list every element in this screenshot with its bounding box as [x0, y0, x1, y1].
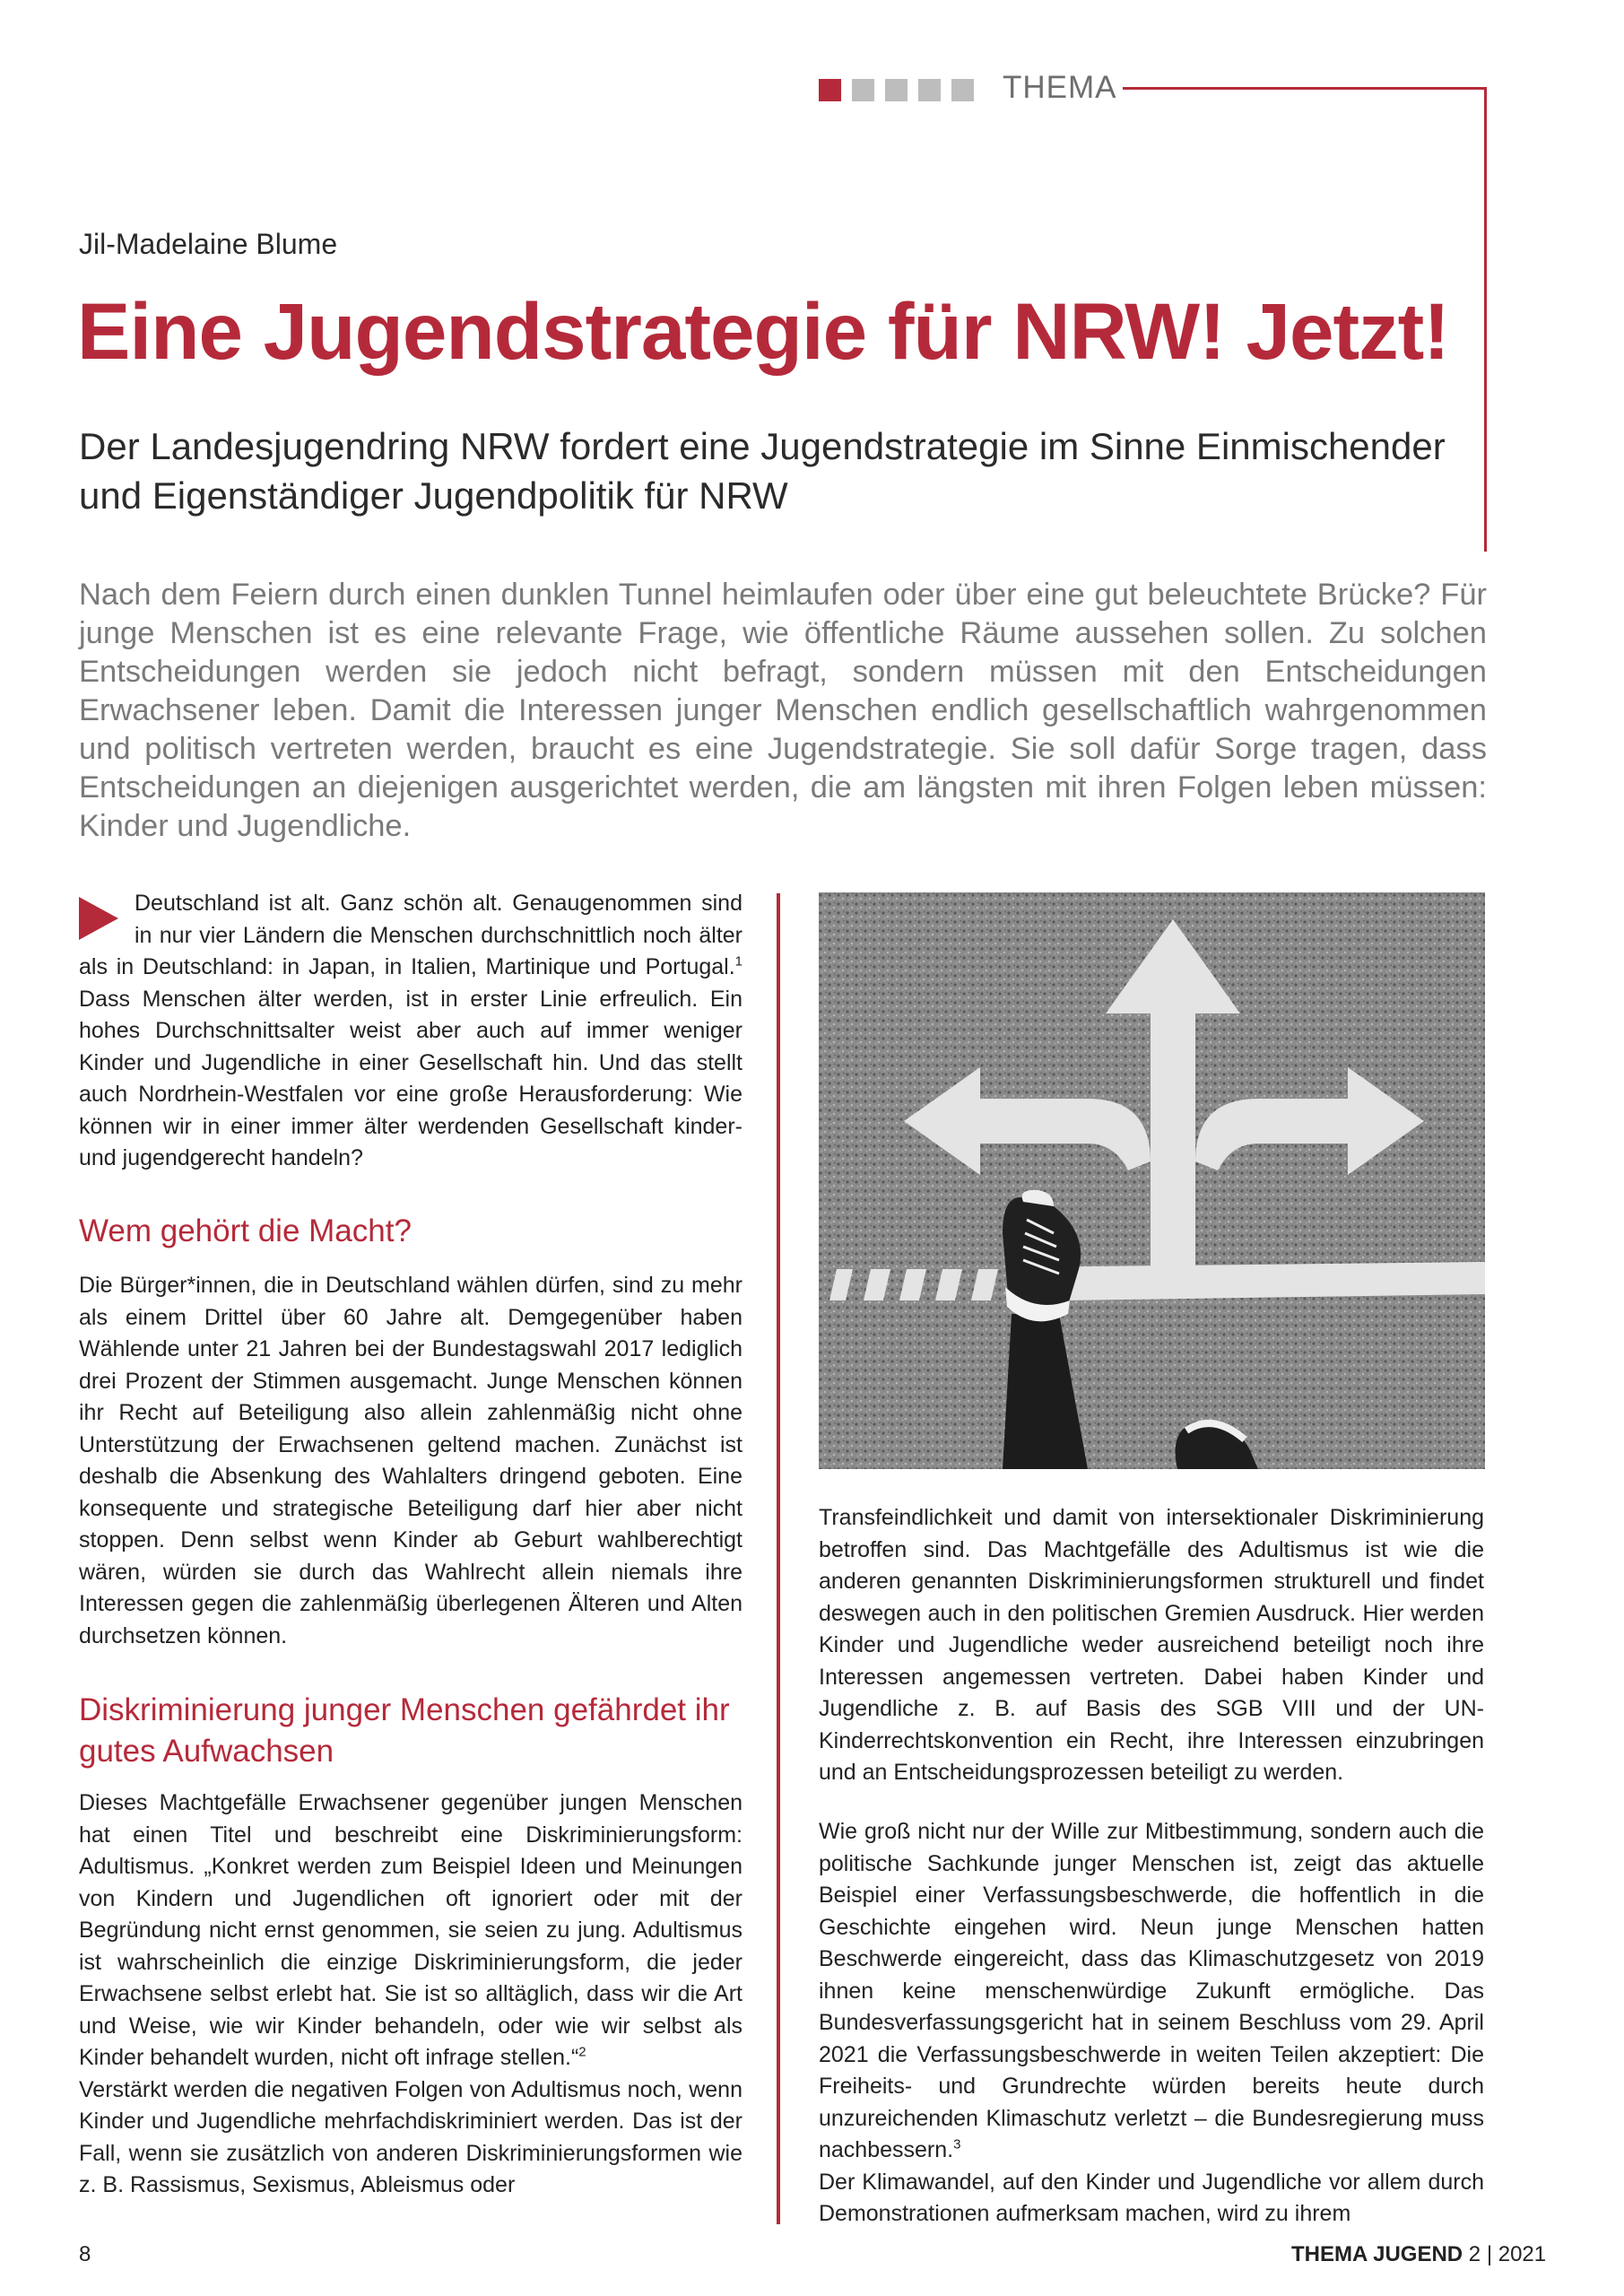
body-paragraph: Dieses Machtgefälle Erwachsener gegenüber jungen Menschen hat einen Titel und beschreibt eine Diskriminierungsform: Adultismus. „Konkret werden zum Beispiel Ideen und Meinungen von Kindern und Jugendlichen oft ignoriert oder mit der Begründung nicht ernst genommen, sie seien zu jung. Adultismus ist wahrscheinlich die einzige Diskriminierungsform, die jeder Erwachsene selbst erlebt hat. Sie ist so alltäglich, dass wir die Art und Weise, wie wir Kinder behandeln, oder wie wir selbst als Kinder behandelt wurden, nicht oft infrage stellen.“$^2$ Verstärkt werden die negativen Folgen von Adultismus noch, wenn Kinder und Jugendliche mehrfachdiskriminiert werden. Das ist der Fall, wenn sie zusätzlich von anderen Diskriminierungsformen wie z. B. Rassismus, Sexismus, Ableismus oder — [79, 1790, 743, 2197]
indent-spacer — [79, 888, 135, 942]
footnote-ref: 1 — [734, 953, 743, 970]
section-heading: Wem gehört die Macht? — [79, 1213, 412, 1248]
marker-square — [918, 79, 941, 101]
section-heading: Diskriminierung junger Menschen gefährdet ihr gutes Aufwachsen — [79, 1692, 730, 1769]
section-marker-squares — [819, 79, 974, 101]
footer-magazine: THEMA JUGEND 2 | 2021 — [1291, 2242, 1547, 2266]
header-rule — [1123, 87, 1487, 90]
footnote-ref: 3 — [953, 2136, 961, 2152]
page-title: Eine Jugendstrategie für NRW! Jetzt! — [77, 286, 1449, 376]
marker-square-active — [819, 79, 841, 101]
footnote-ref: 2 — [578, 2044, 586, 2060]
author: Jil-Madelaine Blume — [79, 228, 338, 260]
body-paragraph: Transfeindlichkeit und damit von intersektionaler Diskriminierung betroffen sind. Das Machtgefälle des Adultismus ist wie die anderen genannten Diskriminierungsformen strukturell und findet deswegen auch in den politischen Gremien Ausdruck. Hier werden Kinder und Jugendliche weder ausreichend beteiligt noch ihre Interessen angemessen vertreten. Dabei haben Kinder und Jugendliche z. B. auf Basis des SGB VIII und der UN-Kinderrechtskonvention ein Recht, ihre Interessen einzubringen und an Entscheidungsprozessen beteiligt zu werden. — [819, 1505, 1484, 1785]
road-arrows-photo — [819, 892, 1485, 1469]
intro-paragraph: Nach dem Feiern durch einen dunklen Tunnel heimlaufen oder über eine gut beleuchtete Brücke? Für junge Menschen ist es eine relevante Frage, wie öffentliche Räume aussehen sollen. Zu solchen Entscheidungen werden sie jedoch nicht befragt, sondern müssen mit den Entscheidungen Erwachsener leben. Damit die Interessen junger Menschen endlich gesellschaftlich wahrgenommen und politisch vertreten werden, braucht es eine Jugendstrategie. Sie soll dafür Sorge tragen, dass Entscheidungen an diejenigen ausgerichtet werden, die am längsten mit ihren Folgen leben müssen: Kinder und Jugendliche. — [79, 578, 1487, 843]
body-paragraph: Die Bürger*innen, die in Deutschland wählen dürfen, sind zu mehr als einem Drittel über 60 Jahre alt. Demgegenüber haben Wählende unter 21 Jahren bei der Bundestagswahl 2017 lediglich drei Prozent der Stimmen ausgemacht. Junge Menschen können ihr Recht auf Beteiligung also allein zahlenmäßig nicht ohne Unterstützung der Erwachsenen geltend machen. Zunächst ist deshalb die Absenkung des Wahlalters dringend geboten. Eine konsequente und strategische Beteiligung darf hier aber nicht stoppen. Denn selbst wenn Kinder ab Geburt wahlberechtigt wären, würden sie durch das Wahlrecht allein niemals ihre Interessen gegen die zahlenmäßig überlegenen Älteren und Alten durchsetzen können. — [79, 1273, 743, 1648]
marker-square — [885, 79, 908, 101]
column-rule — [777, 893, 780, 2224]
page-number: 8 — [79, 2242, 91, 2266]
body-paragraph: Deutschland ist alt. Ganz schön alt. Genaugenommen sind in nur vier Ländern die Menschen durchschnittlich noch älter als in Deutschland: in Japan, in Italien, Martinique und Portugal.$^1$ Dass Menschen älter werden, ist in erster Linie erfreulich. Ein hohes Durchschnittsalter weist aber auch auf immer weniger Kinder und Jugendliche in einer Gesellschaft hin. Und das stellt auch Nordrhein-Westfalen vor eine große Herausforderung: Wie können wir in einer immer älter werdenden Gesellschaft kinder- und jugendgerecht handeln? — [79, 888, 743, 1175]
body-paragraph: Wie groß nicht nur der Wille zur Mitbestimmung, sondern auch die politische Sachkunde junger Menschen ist, zeigt das aktuelle Beispiel einer Verfassungsbeschwerde, die hoffentlich in die Geschichte eingehen wird. Neun junge Menschen hatten Beschwerde eingereicht, dass das Klimaschutzgesetz von 2019 ihnen keine menschenwürdige Zukunft ermögliche. Das Bundesverfassungsgericht hat in seinem Beschluss vom 29. April 2021 die Verfassungsbeschwerde in weiten Teilen akzeptiert: Die Freiheits- und Grundrechte würden bereits heute durch unzureichenden Klimaschutz verletzt – die Bundesregierung muss nachbessern.$^3$ Der Klimawandel, auf den Kinder und Jugendliche vor allem durch Demonstrationen aufmerksam machen, wird zu ihrem — [819, 1819, 1484, 2226]
header-side-rule — [1484, 87, 1487, 552]
section-label: THEMA — [1003, 70, 1117, 105]
subtitle: Der Landesjugendring NRW fordert eine Jugendstrategie im Sinne Einmischender und Eigenständiger Jugendpolitik für NRW — [79, 425, 1446, 517]
marker-square — [852, 79, 874, 101]
marker-square — [951, 79, 974, 101]
